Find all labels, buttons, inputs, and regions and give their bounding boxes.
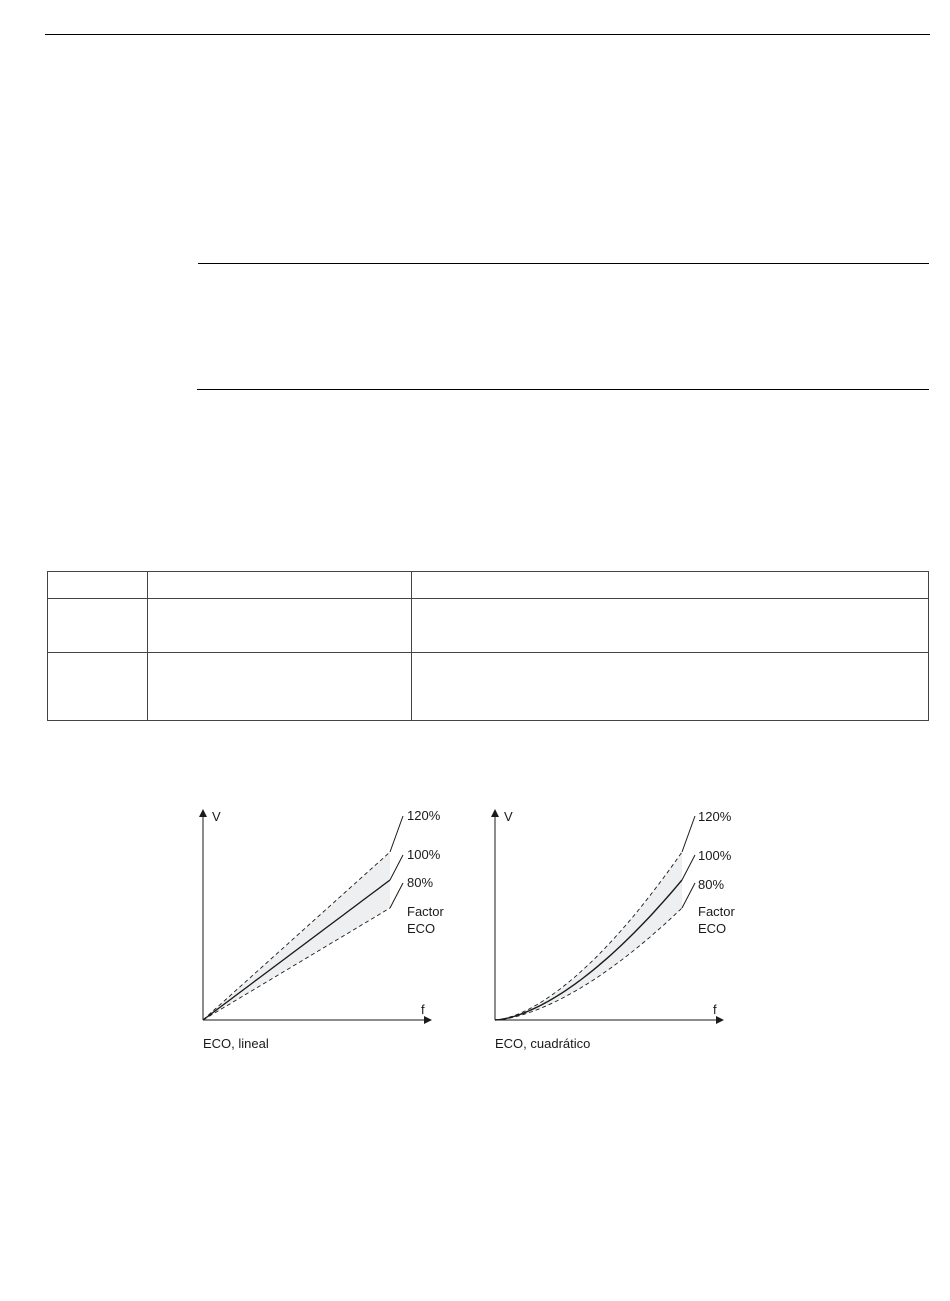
y-axis-label: V	[212, 809, 221, 824]
label-100-percent: 100%	[407, 847, 441, 862]
eco-band	[495, 852, 682, 1020]
label-120-percent: 120%	[698, 809, 732, 824]
factor-label-line1: Factor	[407, 904, 444, 919]
leader-120	[390, 816, 403, 852]
leader-100	[682, 855, 695, 880]
x-axis-label: f	[713, 1002, 717, 1017]
table-cell	[412, 599, 929, 653]
label-120-percent: 120%	[407, 808, 441, 823]
table-cell	[48, 653, 148, 721]
header-rule	[45, 34, 930, 35]
leader-80	[390, 883, 403, 908]
factor-label-line2: ECO	[407, 921, 436, 936]
table-cell	[48, 572, 148, 599]
parameter-table	[47, 571, 929, 721]
note-bottom-rule	[197, 389, 929, 390]
label-80-percent: 80%	[407, 875, 434, 890]
x-axis-label: f	[421, 1002, 425, 1017]
label-80-percent: 80%	[698, 877, 725, 892]
curve-100-percent	[203, 880, 390, 1020]
table-cell	[148, 599, 412, 653]
table-cell	[412, 572, 929, 599]
table-cell	[148, 653, 412, 721]
y-axis-label: V	[504, 809, 513, 824]
curve-120-percent	[495, 852, 682, 1020]
leader-80	[682, 883, 695, 908]
leader-120	[682, 816, 695, 852]
chart-caption: ECO, lineal	[203, 1036, 269, 1051]
chart-eco-linear	[203, 808, 445, 1051]
table-row	[48, 653, 929, 721]
leader-100	[390, 855, 403, 880]
note-top-rule	[198, 263, 929, 264]
factor-label-line1: Factor	[698, 904, 735, 919]
chart-eco-quadratic	[495, 809, 736, 1051]
chart-caption: ECO, cuadrático	[495, 1036, 591, 1051]
eco-figure	[0, 790, 950, 1060]
label-100-percent: 100%	[698, 848, 732, 863]
table-cell	[48, 599, 148, 653]
table-cell	[412, 653, 929, 721]
table-row	[48, 599, 929, 653]
factor-label-line2: ECO	[698, 921, 727, 936]
table-header-row	[48, 572, 929, 599]
table-cell	[148, 572, 412, 599]
